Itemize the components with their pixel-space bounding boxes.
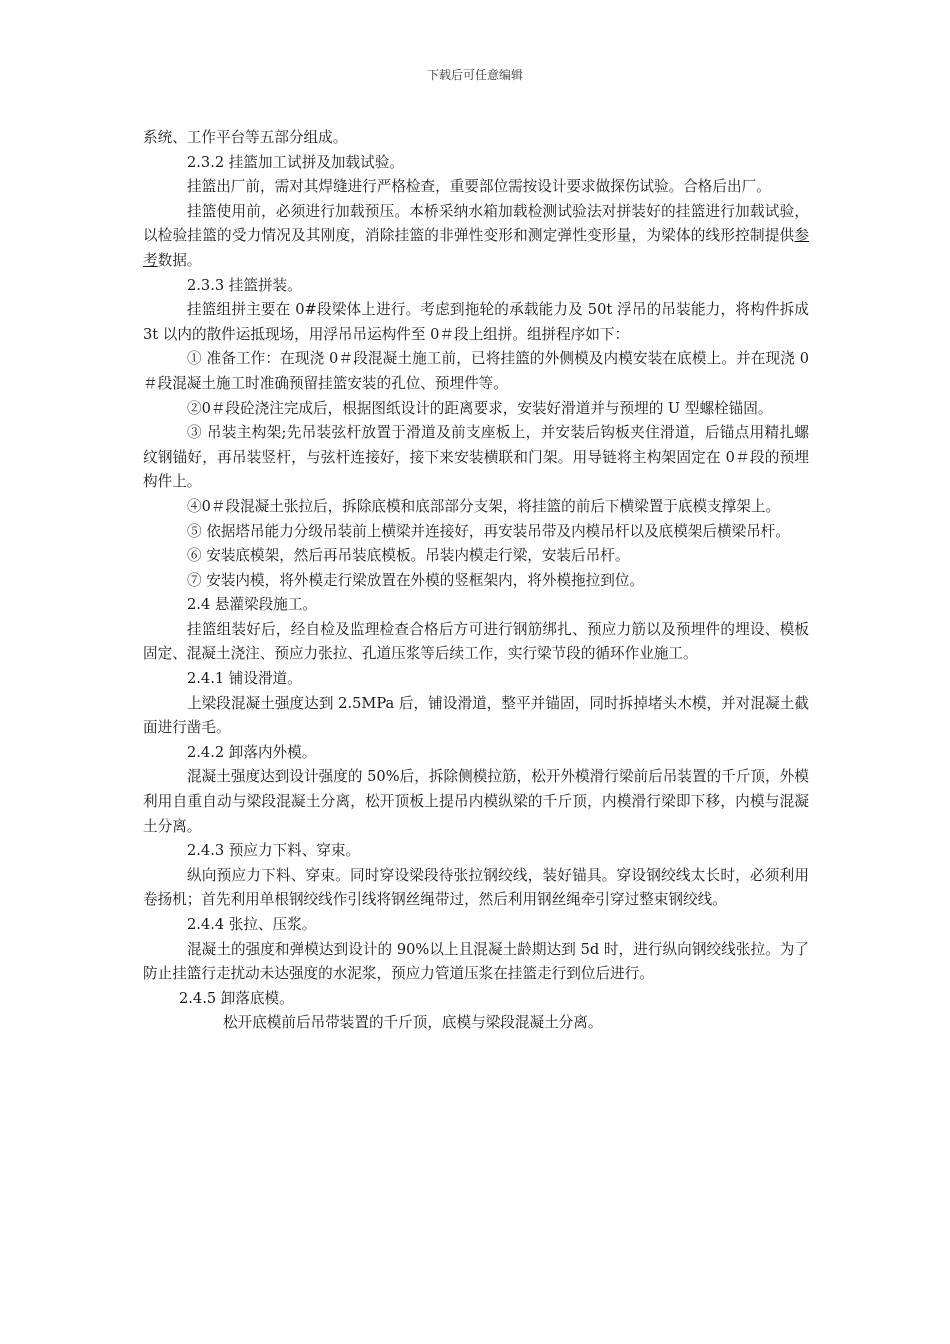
paragraph: 上梁段混凝土强度达到 2.5MPa 后，铺设滑道，整平并锚固，同时拆掉堵头木模，并对混凝土截面进行凿毛。 — [143, 694, 809, 737]
section-heading: 2.4.4 张拉、压浆。 — [187, 916, 317, 933]
paragraph-text: 挂篮使用前，必须进行加载预压。本桥采纳水箱加载检测试验法对拼装好的挂篮进行加载试验，以检验挂篮的受力情况及其刚度，消除挂篮的非弹性变形和测定弹性变形量，为梁体的线形控制提供 — [143, 202, 809, 245]
paragraph — [143, 200, 809, 274]
paragraph: 纵向预应力下料、穿束。同时穿设梁段待张拉钢绞线，装好锚具。穿设钢绞线太长时，必须利用卷扬机；首先利用单根钢绞线作引线将钢丝绳带过，然后利用钢丝绳牵引穿过整束钢绞线。 — [143, 866, 809, 909]
paragraph: 松开底模前后吊带装置的千斤顶，底模与梁段混凝土分离。 — [223, 1014, 603, 1032]
section-heading: 2.3.2 挂篮加工试拼及加载试验。 — [187, 153, 404, 171]
section-heading: 2.3.3 挂篮拼装。 — [187, 276, 302, 294]
paragraph-text: 数据。 — [157, 251, 202, 269]
section-heading: 2.4.1 铺设滑道。 — [187, 670, 302, 688]
list-item: ⑤ 依据塔吊能力分级吊装前上横梁并连接好，再安装吊带及内模吊杆以及底模架后横梁吊杆。 — [187, 522, 790, 540]
paragraph: 挂篮出厂前，需对其焊缝进行严格检查，重要部位需按设计要求做探伤试验。合格后出厂。 — [187, 178, 771, 196]
paragraph: 系统、工作平台等五部分组成。 — [143, 129, 348, 146]
document-body — [143, 126, 809, 1036]
reference-link[interactable]: 参考 — [143, 227, 809, 269]
section-heading: 2.4.3 预应力下料、穿束。 — [187, 842, 361, 860]
paragraph: 挂篮组拼主要在 0#段梁体上进行。考虑到拖轮的承载能力及 50t 浮吊的吊装能力，将构件拆成 3t 以内的散件运抵现场，用浮吊吊运构件至 0＃段上组拼。组拼程序如下： — [143, 301, 809, 343]
section-heading: 2.4.5 卸落底模。 — [179, 989, 294, 1007]
section-heading: 2.4 悬灌梁段施工。 — [187, 596, 318, 614]
paragraph: 混凝土的强度和弹模达到设计的 90%以上且混凝土龄期达到 5d 时，进行纵向钢绞线张拉。为了防止挂篮行走扰动未达强度的水泥浆，预应力管道压浆在挂篮走行到位后进行。 — [143, 940, 809, 983]
list-item: ②0＃段砼浇注完成后，根据图纸设计的距离要求，安装好滑道并与预埋的 U 型螺栓锚固。 — [187, 399, 773, 417]
list-item: ⑦ 安装内模，将外模走行梁放置在外模的竖框架内，将外模拖拉到位。 — [187, 571, 645, 589]
list-item: ① 准备工作：在现浇 0＃段混凝土施工前，已将挂篮的外侧模及内模安装在底模上。并在现浇 0＃段混凝土施工时准确预留挂篮安装的孔位、预埋件等。 — [143, 350, 809, 392]
list-item: ③ 吊装主构架;先吊装弦杆放置于滑道及前支座板上，并安装后钩板夹住滑道，后锚点用精扎螺纹钢锚好，再吊装竖杆，与弦杆连接好，接下来安装横联和门架。用导链将主构架固定在 0＃段的预埋构件上。 — [143, 424, 809, 491]
list-item: ⑥ 安装底模架，然后再吊装底模板。吊装内模走行梁，安装后吊杆。 — [187, 547, 630, 565]
list-item: ④0＃段混凝土张拉后，拆除底模和底部部分支架，将挂篮的前后下横梁置于底模支撑架上。 — [187, 497, 781, 515]
section-heading: 2.4.2 卸落内外模。 — [187, 743, 317, 761]
page-header: 下载后可任意编辑 — [426, 68, 523, 82]
paragraph: 挂篮组装好后，经自检及监理检查合格后方可进行钢筋绑扎、预应力筋以及预埋件的埋设、模板固定、混凝土浇注、预应力张拉、孔道压浆等后续工作，实行梁节段的循环作业施工。 — [143, 620, 809, 663]
paragraph: 混凝土强度达到设计强度的 50%后，拆除侧模拉筋，松开外模滑行梁前后吊装置的千斤顶，外模利用自重自动与梁段混凝土分离，松开顶板上提吊内模纵梁的千斤顶，内模滑行梁即下移，内模与混凝土分离。 — [143, 768, 809, 835]
